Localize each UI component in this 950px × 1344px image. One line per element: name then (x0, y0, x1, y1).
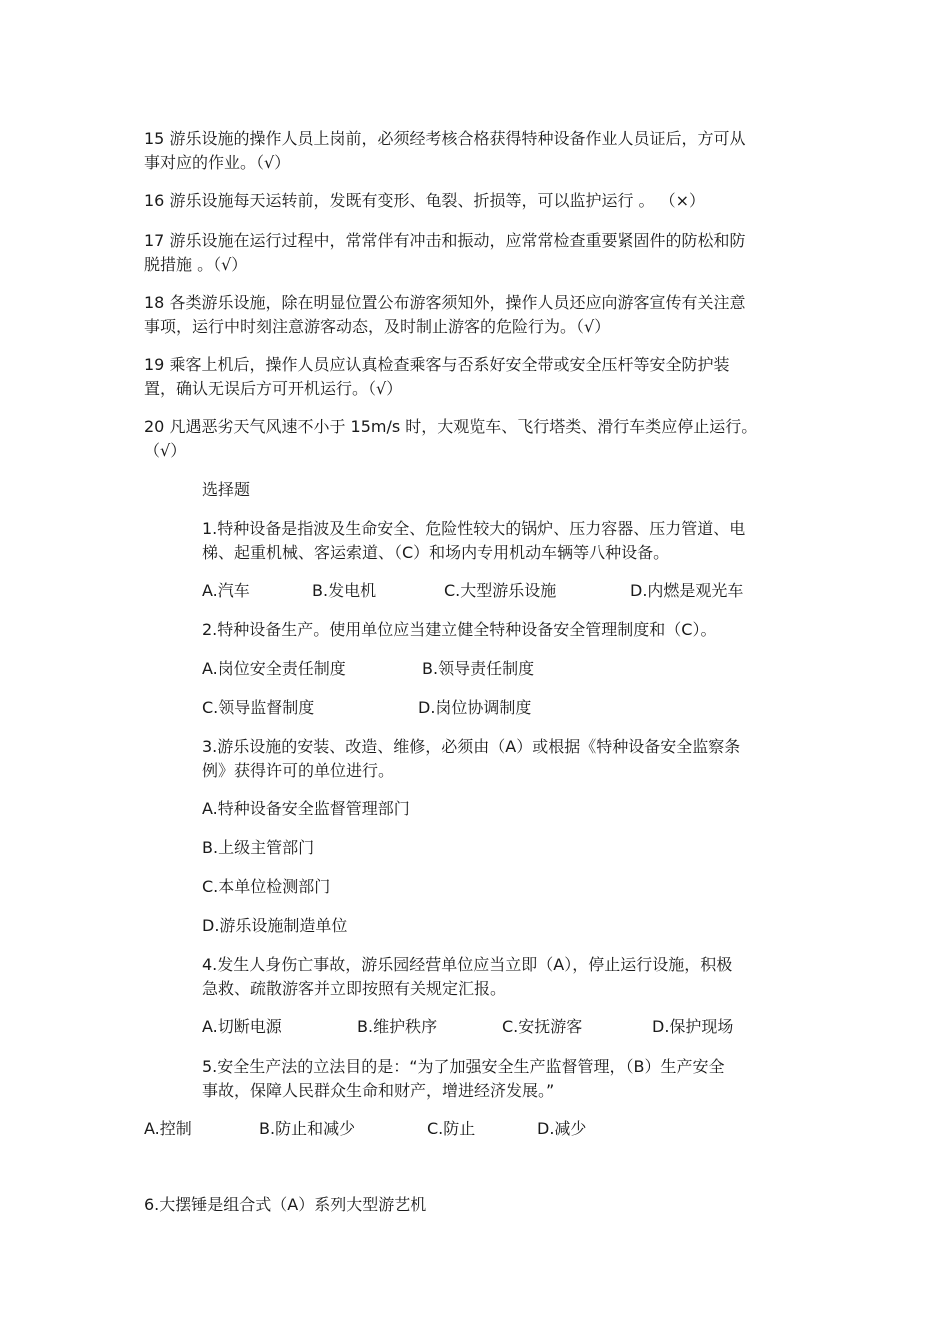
tf-item-20-line-2: （√） (144, 441, 187, 460)
tf-item-17-line-2: 脱措施 。（√） (144, 255, 248, 274)
option-b: B.防止和减少 (259, 1119, 356, 1138)
option-a: A.岗位安全责任制度 (202, 659, 346, 678)
tf-item-20-line-1: 20 凡遇恶劣天气风速不小于 15m/s 时，大观览车、飞行塔类、滑行车类应停止运行。 (144, 417, 758, 436)
option-b: B.维护秩序 (357, 1017, 438, 1036)
question-3-option-a: A.特种设备安全监督管理部门 (202, 799, 410, 818)
question-3-option-d: D.游乐设施制造单位 (202, 916, 348, 935)
tf-item-17-line-1: 17 游乐设施在运行过程中，常常伴有冲击和振动，应常常检查重要紧固件的防松和防 (144, 231, 746, 250)
option-d: D.岗位协调制度 (418, 698, 532, 717)
tf-item-15-line-1: 15 游乐设施的操作人员上岗前，必须经考核合格获得特种设备作业人员证后，方可从 (144, 129, 746, 148)
tf-item-19-line-2: 置，确认无误后方可开机运行。（√） (144, 379, 403, 398)
question-3-option-c: C.本单位检测部门 (202, 877, 331, 896)
option-d: D.内燃是观光车 (630, 581, 744, 600)
option-a: A.控制 (144, 1119, 192, 1138)
question-1-line-1: 1.特种设备是指波及生命安全、危险性较大的锅炉、压力容器、压力管道、电 (202, 519, 746, 538)
question-2-line-1: 2.特种设备生产。使用单位应当建立健全特种设备安全管理制度和（C）。 (202, 620, 717, 639)
option-b: B.发电机 (312, 581, 377, 600)
option-d: D.减少 (537, 1119, 587, 1138)
tf-item-16-line-1: 16 游乐设施每天运转前，发既有变形、龟裂、折损等，可以监护运行 。 （×） (144, 191, 706, 210)
question-2-options-row-2 (0, 696, 950, 720)
question-6-line-1: 6.大摆锤是组合式（A）系列大型游艺机 (144, 1195, 427, 1214)
question-1-line-2: 梯、起重机械、客运索道、（C）和场内专用机动车辆等八种设备。 (202, 543, 670, 562)
option-c: C.大型游乐设施 (444, 581, 557, 600)
option-c: C.防止 (427, 1119, 476, 1138)
question-5-options (0, 1117, 950, 1141)
question-4-line-2: 急救、疏散游客并立即按照有关规定汇报。 (202, 979, 507, 998)
question-3-line-1: 3.游乐设施的安装、改造、维修，必须由（A）或根据《特种设备安全监察条 (202, 737, 741, 756)
question-1-options (0, 579, 950, 603)
option-b: B.领导责任制度 (422, 659, 535, 678)
question-5-line-2: 事故，保障人民群众生命和财产，增进经济发展。” (202, 1081, 555, 1100)
tf-item-15-line-2: 事对应的作业。（√） (144, 153, 291, 172)
tf-item-19-line-1: 19 乘客上机后，操作人员应认真检查乘客与否系好安全带或安全压杆等安全防护装 (144, 355, 730, 374)
option-c: C.安抚游客 (502, 1017, 583, 1036)
question-3-line-2: 例》获得许可的单位进行。 (202, 761, 395, 780)
option-d: D.保护现场 (652, 1017, 734, 1036)
tf-item-18-line-1: 18 各类游乐设施，除在明显位置公布游客须知外，操作人员还应向游客宣传有关注意 (144, 293, 746, 312)
option-a: A.切断电源 (202, 1017, 282, 1036)
tf-item-18-line-2: 事项，运行中时刻注意游客动态，及时制止游客的危险行为。（√） (144, 317, 611, 336)
question-3-option-b: B.上级主管部门 (202, 838, 315, 857)
question-5-line-1: 5.安全生产法的立法目的是：“为了加强安全生产监督管理，（B）生产安全 (202, 1057, 725, 1076)
question-4-line-1: 4.发生人身伤亡事故，游乐园经营单位应当立即（A），停止运行设施，积极 (202, 955, 733, 974)
option-a: A.汽车 (202, 581, 250, 600)
section-title: 选择题 (202, 480, 251, 499)
question-4-options (0, 1015, 950, 1039)
question-2-options-row-1 (0, 657, 950, 681)
option-c: C.领导监督制度 (202, 698, 315, 717)
